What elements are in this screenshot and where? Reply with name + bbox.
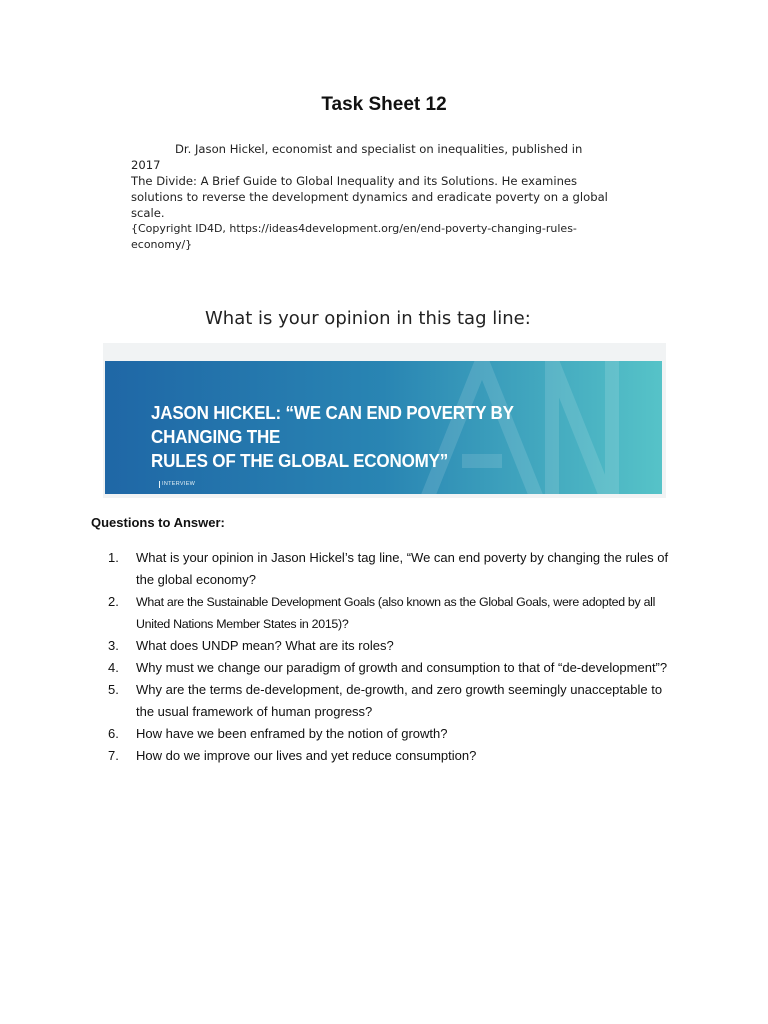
page-title: Task Sheet 12 (321, 94, 447, 115)
questions-label: Questions to Answer: (91, 515, 225, 530)
question-number: 1. (108, 550, 119, 565)
intro-line: scale. (131, 206, 165, 220)
question-number: 7. (108, 748, 119, 763)
question-number: 2. (108, 594, 119, 609)
banner-headline (151, 401, 583, 473)
copyright-line: {Copyright ID4D, https://ideas4development.org/en/end-poverty-changing-rules-economy/} (131, 222, 577, 251)
question-number: 6. (108, 726, 119, 741)
question-item (108, 635, 678, 657)
question-number: 4. (108, 660, 119, 675)
question-item (108, 745, 678, 767)
interview-banner (105, 361, 662, 494)
question-text: How have we been enframed by the notion of growth? (136, 726, 448, 741)
intro-line: solutions to reverse the development dynamics and eradicate poverty on a global (131, 190, 608, 204)
intro-line: The Divide: A Brief Guide to Global Inequality and its Solutions. He examines (131, 174, 578, 188)
question-item (108, 591, 678, 635)
question-item (108, 657, 678, 679)
banner-tag: INTERVIEW (159, 481, 195, 488)
questions-list (108, 547, 678, 767)
question-text: Why must we change our paradigm of growth and consumption to that of “de-development”? (136, 660, 668, 675)
question-item (108, 547, 678, 591)
banner-headline-line: JASON HICKEL: “WE CAN END POVERTY BY CHANGING THE (151, 402, 514, 447)
question-item (108, 723, 678, 745)
question-text: What are the Sustainable Development Goals (also known as the Global Goals, were adopted by all United Nations Member States in 2015)? (136, 595, 656, 631)
question-item (108, 679, 678, 723)
question-number: 3. (108, 638, 119, 653)
opinion-prompt: What is your opinion in this tag line: (205, 308, 531, 329)
intro-paragraph (131, 141, 611, 253)
banner-headline-line: RULES OF THE GLOBAL ECONOMY” (151, 450, 449, 471)
question-text: Why are the terms de-development, de-growth, and zero growth seemingly unacceptable to the usual framework of human progress? (136, 682, 663, 719)
intro-line: Dr. Jason Hickel, economist and specialist on inequalities, published in 2017 (131, 142, 583, 172)
question-text: What is your opinion in Jason Hickel’s tag line, “We can end poverty by changing the rules of the global economy? (136, 550, 669, 587)
question-number: 5. (108, 682, 119, 697)
question-text: How do we improve our lives and yet reduce consumption? (136, 748, 477, 763)
question-text: What does UNDP mean? What are its roles? (136, 638, 394, 653)
